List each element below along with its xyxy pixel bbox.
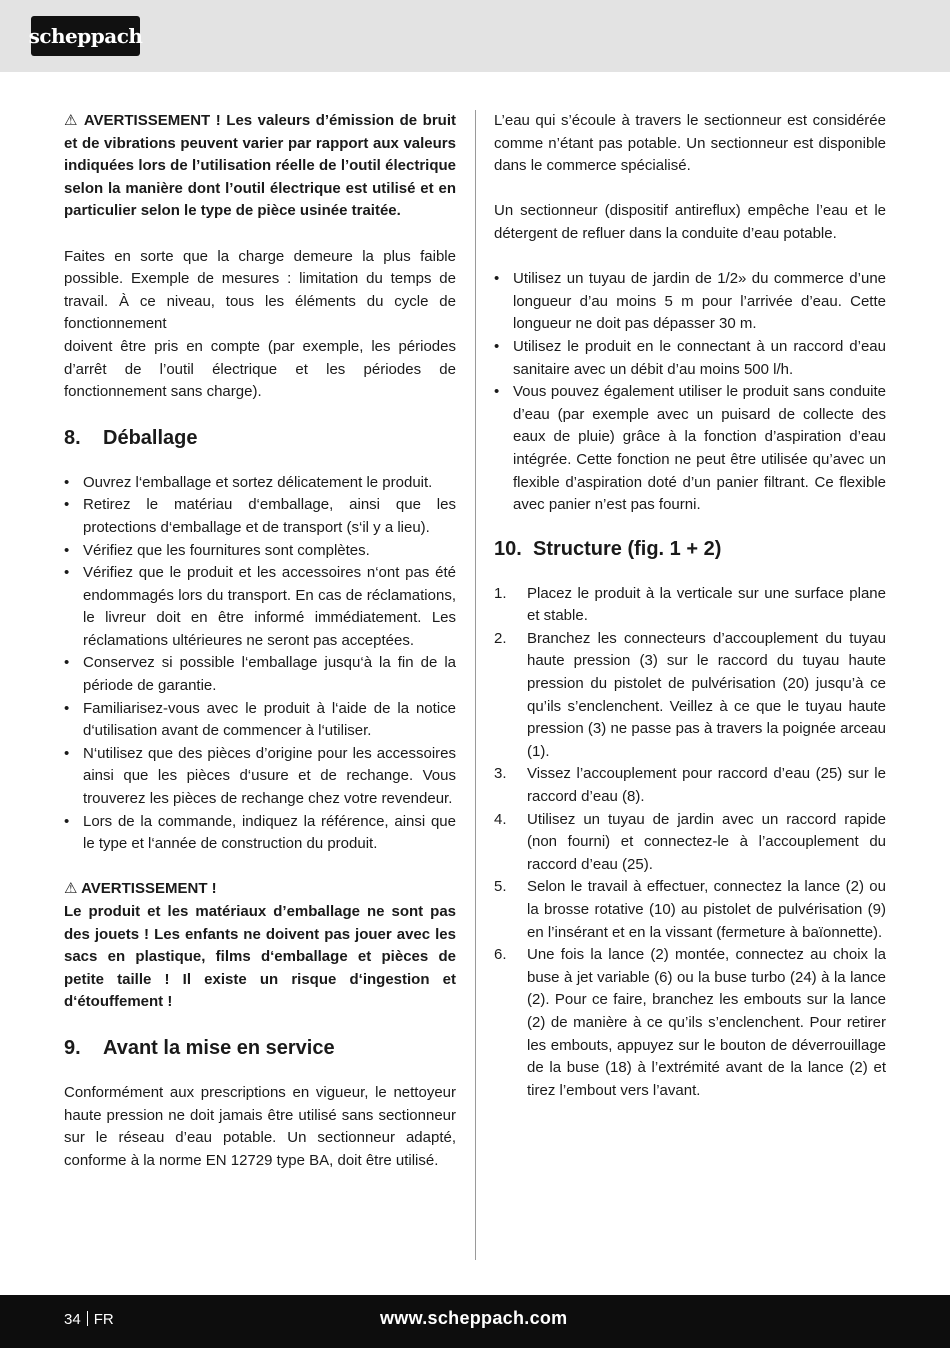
step-item: 4. Utilisez un tuyau de jardin avec un raccord rapide (non fourni) et connectez-le à l’accouplement du raccord d’eau (25). — [494, 810, 886, 873]
page-separator — [87, 1311, 88, 1326]
page-number: 34 — [64, 1311, 81, 1328]
page-footer — [0, 1295, 950, 1348]
section-9-text: Conformément aux prescriptions en vigueur, le nettoyeur haute pression ne doit jamais être utilisé sans sectionneur sur le réseau d’eau potable. Un sectionneur adapté, conforme à la norme EN 12729 type BA, doit être utilisé. — [64, 1083, 456, 1169]
page-header — [0, 0, 950, 72]
brand-logo: scheppach — [31, 16, 140, 56]
step-item: 6. Une fois la lance (2) montée, connectez au choix la buse à jet variable (6) ou la buse turbo (24) à la lance (2). Pour ce faire, branchez les embouts sur la lance (2) de manière à ce qu’ils s’enclenchent. Pour retirer les embouts, appuyez sur le bouton de déverrouillage de la buse (18) à l’extrémité avant de la lance (2) et tirez l’embout vers l’avant. — [494, 946, 886, 1099]
backflow-paragraph-1: L’eau qui s’écoule à travers le sectionneur est considérée comme n’étant pas potable. Un sectionneur est disponible dans le commerce spécialisé. — [494, 112, 886, 175]
load-paragraph-1: Faites en sorte que la charge demeure la plus faible possible. Exemple de mesures : limitation du temps de travail. À ce niveau, tous les éléments du cycle de fonctionnement — [64, 247, 456, 333]
section-9-number: 9. — [64, 1036, 81, 1059]
language-code: FR — [93, 1311, 114, 1328]
section-10-number: 10. — [494, 537, 522, 560]
emission-warning-text: AVERTISSEMENT ! Les valeurs d’émission de bruit et de vibrations peuvent varier par rapport aux valeurs indiquées lors de l’utilisation réelle de l’outil électrique selon la manière dont l’outil électrique est utilisé et en particulier selon le type de pièce usinée traitée. — [64, 112, 456, 220]
step-item: 5. Selon le travail à effectuer, connectez la lance (2) ou la brosse rotative (10) au pistolet de pulvérisation (9) en l’insérant et en la vissant (fermeture à baïonnette). — [494, 878, 886, 941]
unpacking-list — [64, 472, 456, 856]
packaging-warning-heading: ⚠ AVERTISSEMENT ! — [64, 880, 217, 898]
packaging-warning-text: Le produit et les matériaux d’emballage ne sont pas des jouets ! Les enfants ne doivent pas jouer avec les sacs en plastique, films d‘emballage et pièces de petite taille ! Il existe un risque d‘ingestion et d‘étouffement ! — [64, 903, 456, 1011]
list-item: • Ouvrez l‘emballage et sortez délicatement le produit. — [64, 472, 456, 495]
left-column — [64, 110, 456, 1172]
list-item: • Vérifiez que le produit et les accessoires n‘ont pas été endommagés lors du transport. En cas de réclamations, le livreur doit en être informé immédiatement. Les réclamations ultérieures ne seront pas acceptées. — [64, 562, 456, 652]
section-8-title: Déballage — [103, 426, 198, 449]
water-supply-list — [494, 268, 886, 517]
step-item: 3. Vissez l’accouplement pour raccord d’eau (25) sur le raccord d’eau (8). — [494, 765, 886, 806]
load-paragraph-2: doivent être pris en compte (par exemple, les périodes d’arrêt de l’outil électrique et les périodes de fonctionnement sans charge). — [64, 337, 456, 401]
list-item: • Utilisez un tuyau de jardin de 1/2» du commerce d’une longueur d’au moins 5 m pour l’arrivée d’eau. Cette longueur ne doit pas dépasser 30 m. — [494, 268, 886, 336]
warning-triangle-icon: ⚠ — [64, 880, 78, 898]
list-item: • Vous pouvez également utiliser le produit sans conduite d’eau (par exemple avec un puisard de collecte des eaux de pluie) grâce à la fonction d’aspiration d’eau intégrée. Cette fonction ne peut être utilisée qu’avec un flexible d’aspiration doté d’un panier filtrant. Ce flexible avec panier n’est pas fourni. — [494, 381, 886, 517]
assembly-steps — [494, 583, 886, 1103]
emission-warning — [64, 110, 456, 223]
step-item: 2. Branchez les connecteurs d’accouplement du tuyau haute pression (3) sur le raccord du tuyau haute pression du pistolet de pulvérisation (20) jusqu’à ce qu’ils s’enclenchent. Veillez à ce que le tuyau haute pression (3) ne passe pas à travers la poignée arceau (1). — [494, 629, 886, 760]
section-10-title: Structure (fig. 1 + 2) — [533, 537, 722, 560]
step-item: 1. Placez le produit à la verticale sur une surface plane et stable. — [494, 584, 886, 625]
section-8-heading — [64, 424, 456, 452]
section-8-number: 8. — [64, 426, 81, 449]
list-item: • Utilisez le produit en le connectant à un raccord d’eau sanitaire avec un débit d’au moins 500 l/h. — [494, 336, 886, 381]
list-item: • Retirez le matériau d‘emballage, ainsi que les protections d‘emballage et de transport (s‘il y a lieu). — [64, 494, 456, 539]
list-item: • Vérifiez que les fournitures sont complètes. — [64, 540, 456, 563]
website-link[interactable]: www.scheppach.com — [380, 1308, 568, 1328]
warning-triangle-icon: ⚠ — [64, 112, 79, 129]
backflow-paragraph-2: Un sectionneur (dispositif antireflux) empêche l’eau et le détergent de refluer dans la conduite d’eau potable. — [494, 202, 886, 242]
list-item: • Familiarisez-vous avec le produit à l‘aide de la notice d‘utilisation avant de commencer à l‘utiliser. — [64, 698, 456, 743]
column-divider — [475, 110, 476, 1260]
list-item: • Conservez si possible l‘emballage jusqu‘à la fin de la période de garantie. — [64, 652, 456, 697]
section-10-heading — [494, 535, 886, 563]
section-9-heading — [64, 1034, 456, 1062]
page-label — [64, 1311, 114, 1328]
list-item: • N‘utilisez que des pièces d’origine pour les accessoires ainsi que les pièces d‘usure et de rechange. Vous trouverez les pièces de rechange chez votre revendeur. — [64, 743, 456, 811]
list-item: • Lors de la commande, indiquez la référence, ainsi que le type et l‘année de construction du produit. — [64, 811, 456, 856]
section-9-title: Avant la mise en service — [103, 1036, 335, 1059]
right-column — [494, 110, 886, 1102]
